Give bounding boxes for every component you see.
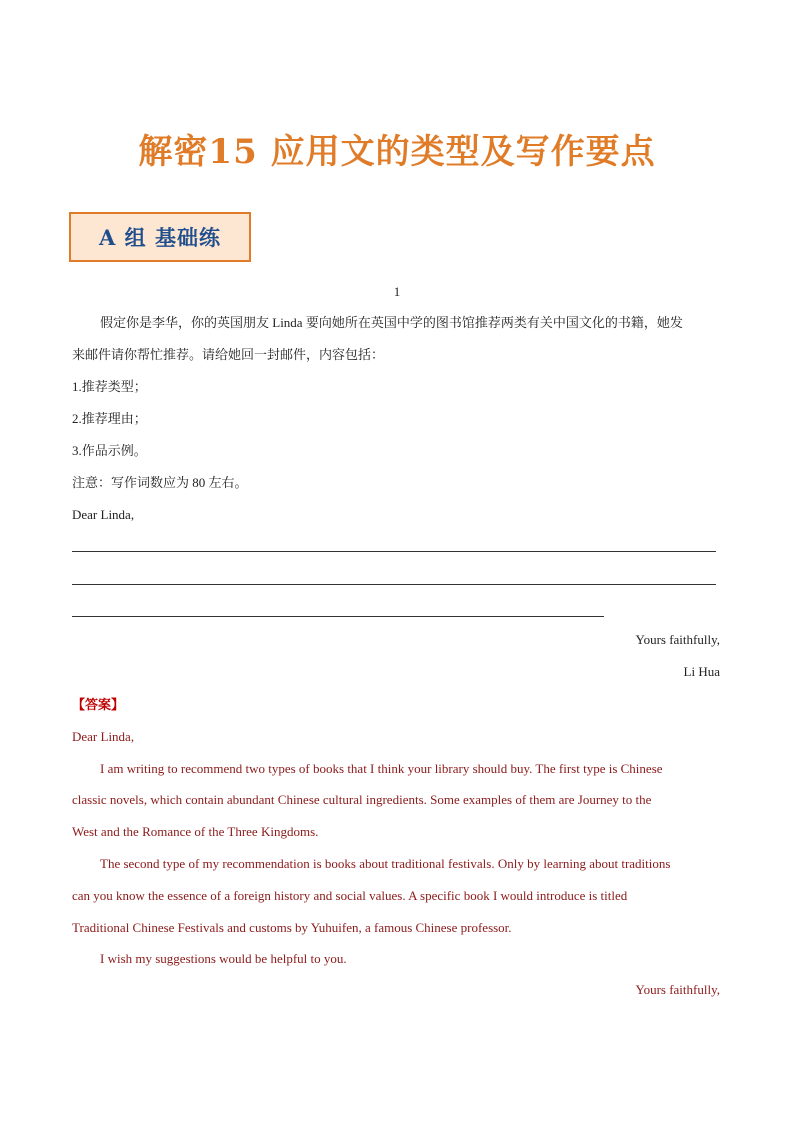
prompt-line-1: 假定你是李华，你的英国朋友 Linda 要向她所在英国中学的图书馆推荐两类有关中国文化的书籍，她发 [100, 315, 683, 330]
question-number: 1 [393, 284, 401, 299]
answer-p2-line-2: can you know the essence of a foreign history and social values. A specific book I would introduce is titled [72, 888, 628, 903]
answer-p2-line-1: The second type of my recommendation is books about traditional festivals. Only by learning about traditions [100, 856, 671, 871]
answer-tag: 【答案】 [72, 697, 125, 712]
answer-p1-line-1: I am writing to recommend two types of books that I think your library should buy. The first type is Chinese [100, 761, 663, 776]
answer-closing: Yours faithfully, [635, 982, 720, 997]
answer-p1-line-3: West and the Romance of the Three Kingdoms. [72, 824, 319, 839]
group-label: A 组 基础练 [99, 225, 221, 250]
writing-line [72, 616, 604, 617]
prompt-line-2: 来邮件请你帮忙推荐。请给她回一封邮件，内容包括： [72, 347, 385, 362]
prompt-closing: Yours faithfully, [635, 632, 720, 647]
prompt-item-1: 1.推荐类型； [72, 379, 147, 394]
answer-p1-line-2: classic novels, which contain abundant Chinese cultural ingredients. Some examples of them are Journey to the [72, 792, 652, 807]
prompt-salutation: Dear Linda, [72, 507, 135, 522]
prompt-signature: Li Hua [683, 664, 720, 679]
answer-p3: I wish my suggestions would be helpful to you. [100, 951, 347, 966]
prompt-item-2: 2.推荐理由； [72, 411, 147, 426]
group-label-box [69, 212, 251, 262]
writing-line [72, 551, 716, 552]
answer-p2-line-3: Traditional Chinese Festivals and customs by Yuhuifen, a famous Chinese professor. [72, 920, 512, 935]
prompt-note: 注意：写作词数应为 80 左右。 [72, 475, 248, 490]
page-title: 解密15 应用文的类型及写作要点 [138, 132, 656, 172]
prompt-item-3: 3.作品示例。 [72, 443, 147, 458]
writing-line [72, 584, 716, 585]
answer-salutation: Dear Linda, [72, 729, 135, 744]
